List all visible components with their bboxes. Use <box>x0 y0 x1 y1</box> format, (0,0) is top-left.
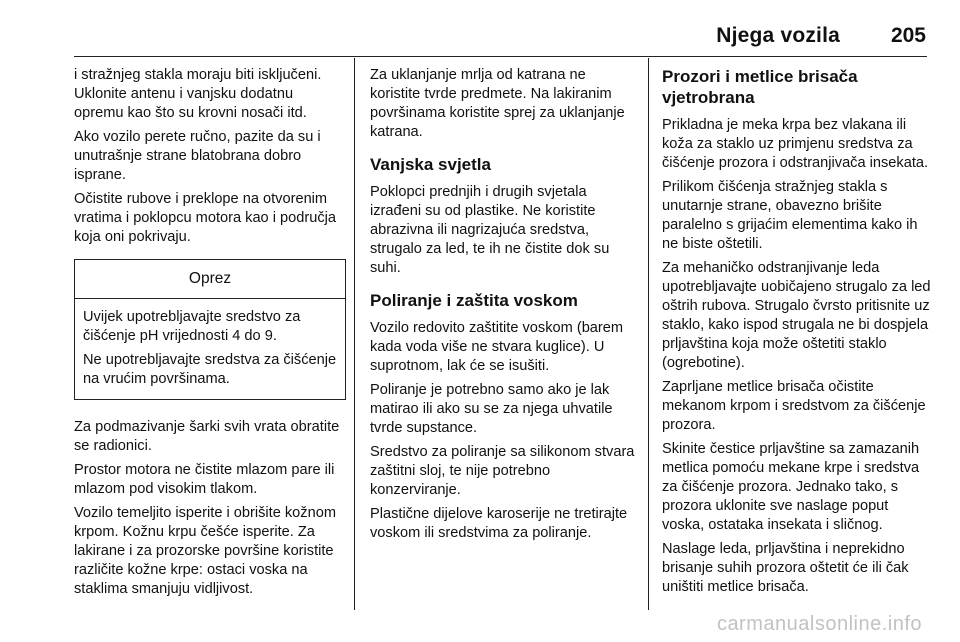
paragraph: Vozilo redovito zaštitite voskom (barem kada voda više ne stvara kuglice). U suprotnom, lak će se isušiti. <box>370 320 624 374</box>
page-header <box>0 0 960 58</box>
paragraph: Poklopci prednjih i drugih svjetala izrađeni su od plastike. Ne koristite abrazivna ili nagrizajuća sredstva, strugalo za led, te ih ne čistite dok su suhi. <box>370 184 610 276</box>
column-2 <box>370 66 638 548</box>
column-1 <box>74 66 346 604</box>
page-number: 205 <box>890 24 926 47</box>
section-title: Njega vozila <box>716 24 840 47</box>
paragraph: Skinite čestice prljavštine sa zamazanih metlica pomoću mekane krpe i sredstva za čišćenje prozora. Jednako tako, s prozora uklonite sve naslage poput voska, ostataka insekata i sličnog. <box>662 441 920 533</box>
paragraph: Poliranje je potrebno samo ako je lak matirao ili ako su se za njega uhvatile tvrde supstance. <box>370 382 613 436</box>
paragraph: Za uklanjanje mrlja od katrana ne koristite tvrde predmete. Na lakiranim površinama koristite sprej za uklanjanje katrana. <box>370 67 625 140</box>
paragraph: Sredstvo za poliranje sa silikonom stvara zaštitni sloj, te nije potrebno konzerviranje. <box>370 444 635 498</box>
paragraph: Prostor motora ne čistite mlazom pare ili mlazom pod visokim tlakom. <box>74 462 335 497</box>
paragraph: Plastične dijelove karoserije ne tretirajte voskom ili sredstvima za poliranje. <box>370 506 628 541</box>
section-heading: Poliranje i zaštita voskom <box>370 291 578 310</box>
paragraph: Očistite rubove i preklope na otvorenim vratima i poklopcu motora kao i područja koja oni pokrivaju. <box>74 191 337 245</box>
paragraph: Naslage leda, prljavština i neprekidno brisanje suhih prozora oštetit će ili čak uništiti metlice brisača. <box>662 541 909 595</box>
paragraph: Vozilo temeljito isperite i obrišite kožnom krpom. Kožnu krpu češće isperite. Za lakirane i za prozorske površine koristite različite kožne krpe: ostaci voska na staklima smanjuju vidljivost. <box>74 505 336 597</box>
header-rule <box>74 56 927 57</box>
caution-box <box>74 259 346 400</box>
paragraph: Za mehaničko odstranjivanje leda upotrebljavajte uobičajeno strugalo za led oštrih rubova. Strugalo čvrsto pritisnite uz staklo, kako ispod strugala ne bi dospjela prljavština koja može oštetiti staklo (ogrebotine). <box>662 260 931 371</box>
caution-text: Ne upotrebljavajte sredstva za čišćenje na vrućim površinama. <box>83 352 337 387</box>
paragraph: Ako vozilo perete ručno, pazite da su i unutrašnje strane blatobrana dobro isprane. <box>74 129 321 183</box>
caution-text: Uvijek upotrebljavajte sredstvo za čišćenje pH vrijednosti 4 do 9. <box>83 309 301 344</box>
column-3 <box>662 66 934 602</box>
paragraph: Za podmazivanje šarki svih vrata obratite se radionici. <box>74 419 340 454</box>
section-heading: Vanjska svjetla <box>370 155 491 174</box>
paragraph: Prilikom čišćenja stražnjeg stakla s unutarnje strane, obavezno brišite paralelno s grijaćim elementima kako ih ne biste oštetili. <box>662 179 918 252</box>
caution-title: Oprez <box>75 260 345 299</box>
caution-body <box>75 299 345 399</box>
paragraph: i stražnjeg stakla moraju biti isključeni. Uklonite antenu i vanjsku dodatnu opremu kao što su krovni nosači itd. <box>74 67 322 121</box>
column-divider <box>354 58 355 610</box>
watermark: carmanualsonline.info <box>716 613 922 635</box>
paragraph: Prikladna je meka krpa bez vlakana ili koža za staklo uz primjenu sredstva za čišćenje prozora i odstranjivača insekata. <box>662 117 929 171</box>
section-heading: Prozori i metlice brisača vjetrobrana <box>662 67 858 107</box>
column-divider <box>648 58 649 610</box>
paragraph: Zaprljane metlice brisača očistite mekanom krpom i sredstvom za čišćenje prozora. <box>662 379 926 433</box>
